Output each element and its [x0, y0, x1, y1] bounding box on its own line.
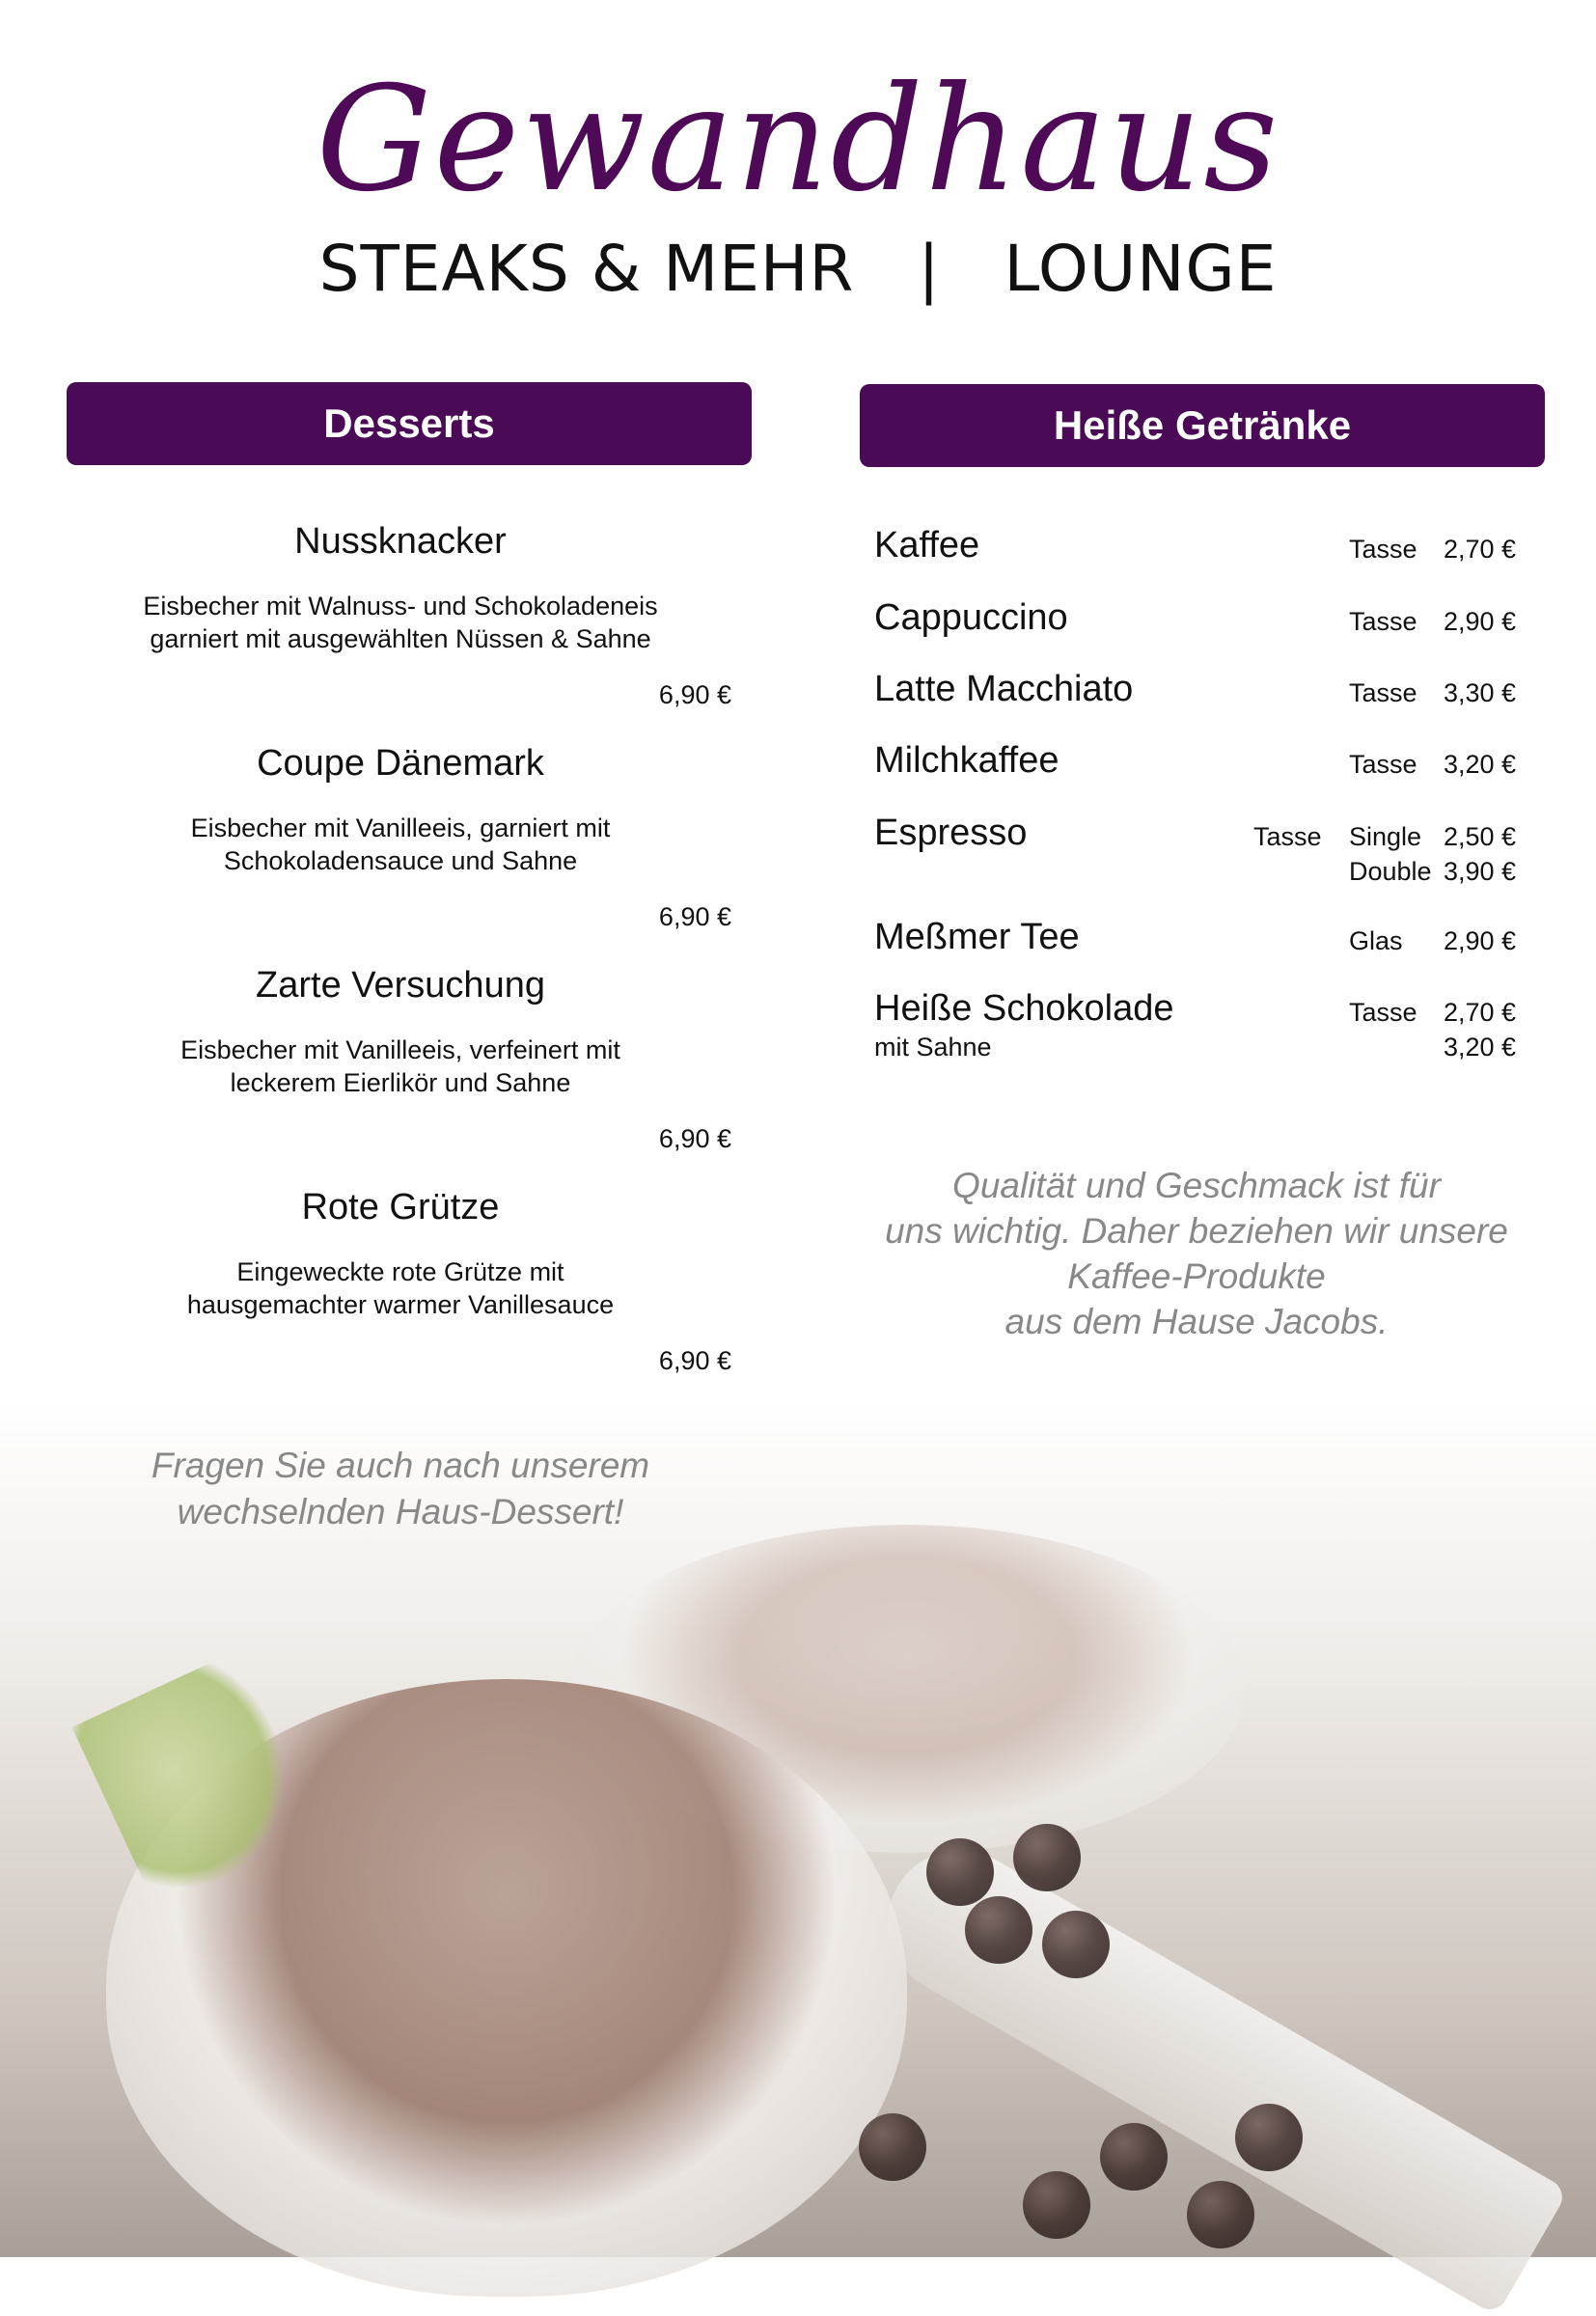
hot-drinks-header: Heiße Getränke [860, 384, 1545, 467]
drink-price: 3,90 € [1444, 857, 1517, 886]
chocolate-ball [965, 1896, 1032, 1964]
dessert-name: Rote Grütze [301, 1187, 500, 1227]
drink-name: Kaffee [874, 525, 980, 565]
dessert-description-line: garniert mit ausgewählten Nüssen & Sahne [150, 624, 651, 653]
dessert-item [68, 521, 733, 710]
drink-price: 2,70 € [1444, 998, 1517, 1027]
dessert-note [68, 1443, 733, 1535]
dessert-item [68, 1187, 733, 1376]
drink-unit: Tasse [1349, 998, 1417, 1027]
drink-unit: Tasse [1349, 535, 1417, 564]
chocolate-ball [859, 2113, 926, 2181]
coffee-note-line: Qualität und Geschmack ist für [952, 1166, 1441, 1205]
drink-price: 3,20 € [1444, 750, 1517, 779]
drink-name: Cappuccino [874, 597, 1068, 638]
drink-size: Double [1349, 857, 1432, 886]
dessert-description [68, 590, 733, 655]
chocolate-ball [1100, 2123, 1168, 2191]
dessert-price: 6,90 € [658, 1124, 731, 1153]
dessert-description-line: Schokoladensauce und Sahne [223, 846, 578, 875]
dessert-description [68, 1034, 733, 1099]
dessert-item [68, 743, 733, 932]
dessert-price: 6,90 € [658, 1346, 731, 1375]
dessert-name: Nussknacker [294, 521, 507, 562]
coffee-note-line: uns wichtig. Daher beziehen wir unsere [885, 1211, 1508, 1251]
coffee-note-line: Kaffee-Produkte [1067, 1256, 1326, 1296]
dessert-note-line: wechselnden Haus-Dessert! [177, 1492, 624, 1531]
logo-subtitle: STEAKS & MEHR | LOUNGE [318, 232, 1278, 306]
drink-unit: Tasse [1253, 822, 1322, 851]
drink-price: 3,20 € [1444, 1033, 1517, 1062]
drink-name: Heiße Schokolade [874, 988, 1174, 1029]
dessert-name: Coupe Dänemark [257, 743, 544, 784]
drink-price: 3,30 € [1444, 678, 1517, 707]
dessert-description [68, 812, 733, 877]
dessert-description-line: leckerem Eierlikör und Sahne [230, 1068, 571, 1097]
dessert-name: Zarte Versuchung [256, 965, 545, 1006]
drink-unit: Glas [1349, 926, 1403, 955]
drink-name: Milchkaffee [874, 740, 1059, 781]
chocolate-ball [1042, 1911, 1110, 1978]
drink-price: 2,90 € [1444, 607, 1517, 636]
chocolate-ball [1235, 2104, 1303, 2171]
drink-name: Meßmer Tee [874, 917, 1080, 957]
drink-price: 2,50 € [1444, 822, 1517, 851]
dessert-price: 6,90 € [658, 680, 731, 709]
logo-script: Gewandhaus [316, 56, 1280, 224]
dessert-description [68, 1255, 733, 1321]
desserts-header: Desserts [67, 382, 752, 465]
chocolate-ball [1023, 2171, 1090, 2239]
dessert-price: 6,90 € [658, 902, 731, 931]
drink-unit: Tasse [1349, 750, 1417, 779]
drink-unit: Tasse [1349, 678, 1417, 707]
drink-name: Espresso [874, 813, 1028, 853]
dessert-description-line: Eingeweckte rote Grütze mit [236, 1257, 564, 1286]
coffee-note-line: aus dem Hause Jacobs. [1004, 1302, 1389, 1341]
drink-price: 2,90 € [1444, 926, 1517, 955]
dessert-item [68, 965, 733, 1154]
drink-subtitle: mit Sahne [874, 1033, 992, 1062]
chocolate-ball [1013, 1824, 1081, 1891]
chocolate-ball [926, 1838, 994, 1906]
coffee-note [868, 1163, 1525, 1344]
dessert-description-line: Eisbecher mit Vanilleeis, garniert mit [190, 813, 611, 842]
dessert-description-line: Eisbecher mit Walnuss- und Schokoladeneis [143, 592, 658, 620]
drink-name: Latte Macchiato [874, 669, 1134, 709]
dessert-note-line: Fragen Sie auch nach unserem [151, 1446, 650, 1485]
dessert-description-line: Eisbecher mit Vanilleeis, verfeinert mit [180, 1035, 620, 1064]
drink-size: Single [1349, 822, 1422, 851]
drink-price: 2,70 € [1444, 535, 1517, 564]
dessert-description-line: hausgemachter warmer Vanillesauce [186, 1290, 615, 1319]
chocolate-ball [1187, 2181, 1254, 2248]
drink-unit: Tasse [1349, 607, 1417, 636]
